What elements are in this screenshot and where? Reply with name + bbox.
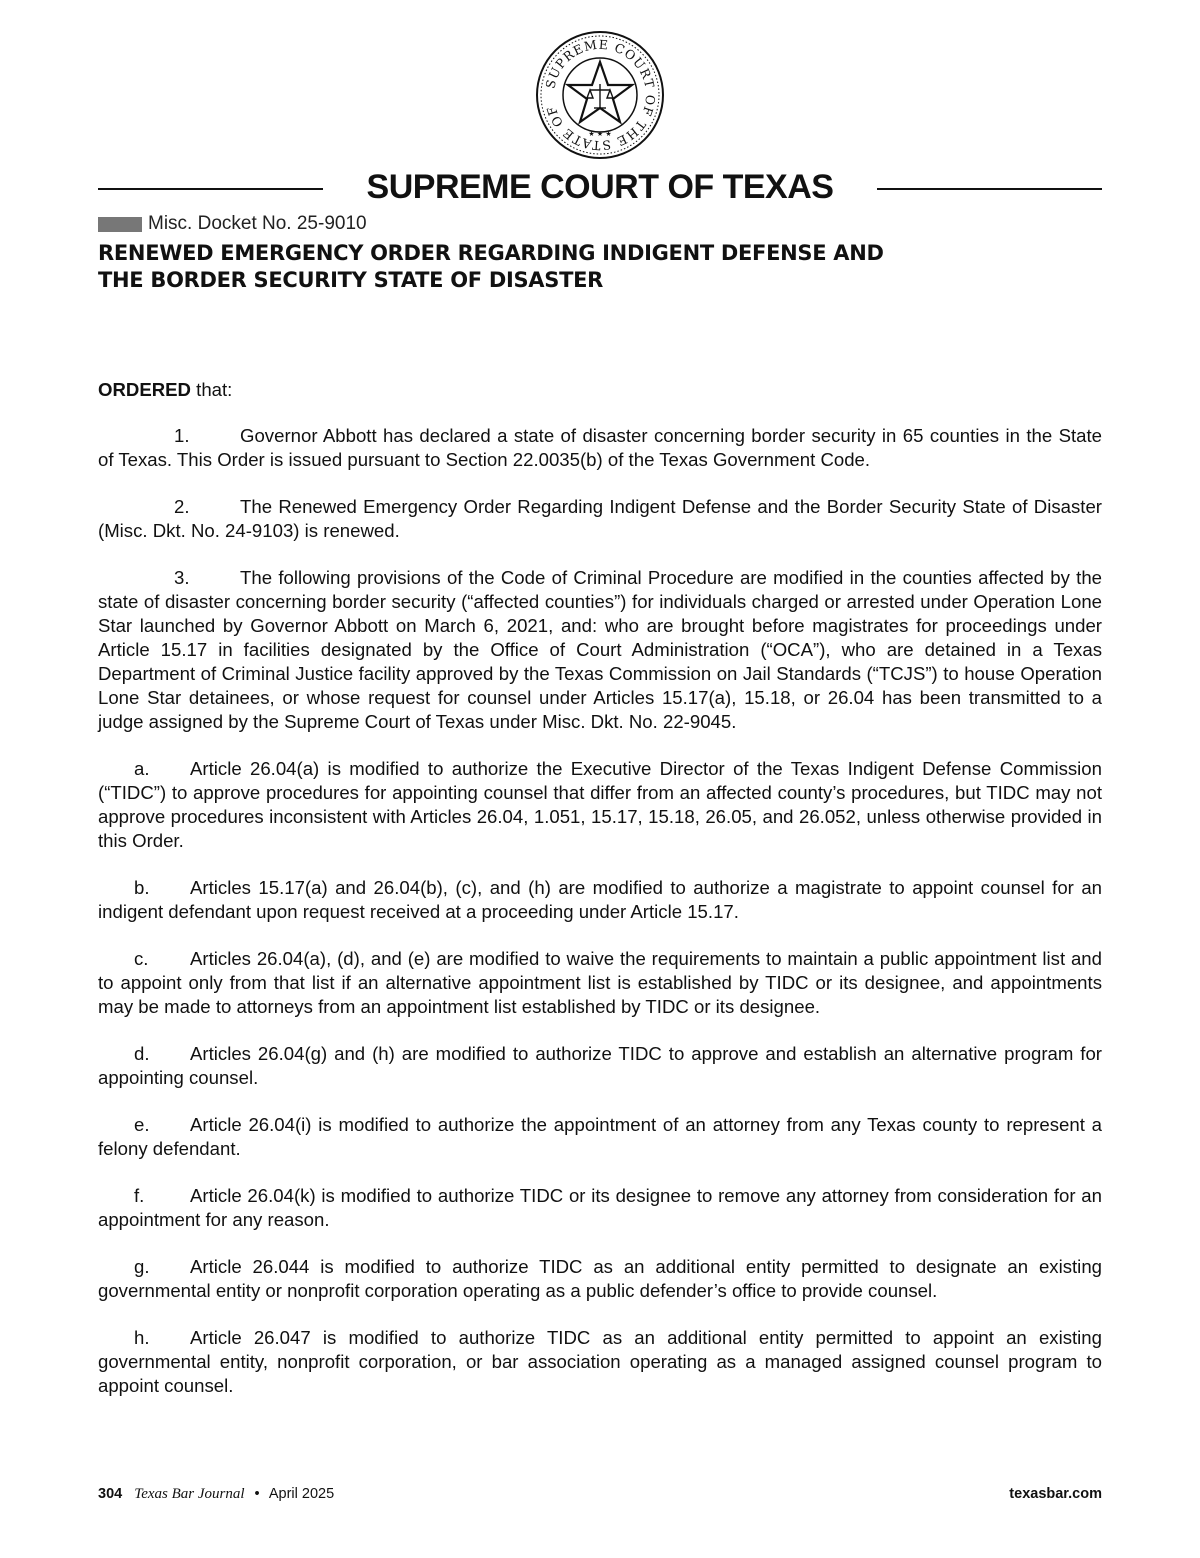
subitem-letter: f. <box>134 1185 145 1206</box>
journal-name: Texas Bar Journal <box>134 1486 245 1502</box>
subitem-d <box>98 1042 1102 1090</box>
subitem-letter: g. <box>134 1256 150 1277</box>
numbered-paragraph-1 <box>98 424 1102 472</box>
docket-line <box>98 213 367 235</box>
paragraph-number: 1. <box>174 425 190 446</box>
footer-left <box>98 1486 334 1503</box>
docket-marker <box>98 217 142 232</box>
ordered-label: ORDERED <box>98 379 191 400</box>
paragraph-text: The Renewed Emergency Order Regarding Indigent Defense and the Border Security State of Disaster (Misc. Dkt. No. 24-9103) is renewed. <box>98 496 1102 541</box>
subitem-e <box>98 1113 1102 1161</box>
numbered-paragraph-2 <box>98 495 1102 543</box>
subitem-letter: b. <box>134 877 150 898</box>
page-number: 304 <box>98 1486 123 1502</box>
order-title-line-1: RENEWED EMERGENCY ORDER REGARDING INDIGENT DEFENSE AND <box>98 241 884 265</box>
masthead <box>98 168 1102 212</box>
subitem-g <box>98 1255 1102 1303</box>
subitem-letter: c. <box>134 948 149 969</box>
subitem-text: Articles 26.04(a), (d), and (e) are modified to waive the requirements to maintain a public appointment list and to appoint only from that list if an alternative appointment list is established by TIDC or its designee, and appointments may be made to attorneys from an appointment list established by TIDC or its designee. <box>98 948 1102 1017</box>
ordered-line <box>98 378 1102 402</box>
subitem-text: Articles 15.17(a) and 26.04(b), (c), and (h) are modified to authorize a magistrate to appoint counsel for an indigent defendant upon request received at a proceeding under Article 15.17. <box>98 877 1102 922</box>
subitem-b <box>98 876 1102 924</box>
issue-date: April 2025 <box>268 1486 335 1502</box>
footer-separator: • <box>254 1486 260 1502</box>
svg-text:SUPREME COURT OF THE STATE OF: SUPREME COURT OF THE STATE OF <box>542 36 659 154</box>
subitem-c <box>98 947 1102 1019</box>
paragraph-number: 2. <box>174 496 190 517</box>
subitem-letter: d. <box>134 1043 150 1064</box>
seal-stars: ★ ★ ★ <box>588 130 612 138</box>
paragraph-number: 3. <box>174 567 190 588</box>
ordered-rest: that: <box>190 379 233 400</box>
subitem-text: Article 26.047 is modified to authorize TIDC as an additional entity permitted to appoint an existing governmental entity, nonprofit corporation, or bar association operating as a managed assigned counsel program to appoint counsel. <box>98 1327 1102 1396</box>
subitem-text: Article 26.04(i) is modified to authorize the appointment of an attorney from any Texas county to represent a felony defendant. <box>98 1114 1102 1159</box>
order-title-line-2: THE BORDER SECURITY STATE OF DISASTER <box>98 268 604 292</box>
order-body <box>98 378 1102 1421</box>
order-title <box>98 240 1102 294</box>
page-footer <box>98 1486 1102 1508</box>
subitem-letter: h. <box>134 1327 150 1348</box>
supreme-court-seal <box>535 30 665 160</box>
masthead-title: SUPREME COURT OF TEXAS <box>366 168 834 206</box>
paragraph-text: Governor Abbott has declared a state of disaster concerning border security in 65 counties in the State of Texas. This Order is issued pursuant to Section 22.0035(b) of the Texas Government Code. <box>98 425 1102 470</box>
subitem-text: Article 26.044 is modified to authorize TIDC as an additional entity permitted to designate an existing governmental entity or nonprofit corporation operating as a public defender’s office to provide counsel. <box>98 1256 1102 1301</box>
subitem-f <box>98 1184 1102 1232</box>
subitem-letter: e. <box>134 1114 150 1135</box>
numbered-paragraph-3 <box>98 566 1102 734</box>
subitem-a <box>98 757 1102 853</box>
website-link[interactable]: texasbar.com <box>1009 1486 1102 1502</box>
subitem-letter: a. <box>134 758 150 779</box>
subitem-text: Article 26.04(k) is modified to authorize TIDC or its designee to remove any attorney from consideration for an appointment for any reason. <box>98 1185 1102 1230</box>
masthead-rule-right <box>877 188 1102 190</box>
docket-number: Misc. Docket No. 25-9010 <box>148 213 367 234</box>
paragraph-text: The following provisions of the Code of Criminal Procedure are modified in the counties affected by the state of disaster concerning border security (“affected counties”) for individuals charged or arrested under Operation Lone Star launched by Governor Abbott on March 6, 2021, and: who are brought before magistrates for proceedings under Article 15.17 in facilities designated by the Office of Court Administration (“OCA”), who are detained in a Texas Department of Criminal Justice facility approved by the Texas Commission on Jail Standards (“TCJS”) to house Operation Lone Star detainees, or whose request for counsel under Articles 15.17(a), 15.18, or 26.04 has been transmitted to a judge assigned by the Supreme Court of Texas under Misc. Dkt. No. 22-9045. <box>98 567 1102 732</box>
subitem-text: Articles 26.04(g) and (h) are modified to authorize TIDC to approve and establish an alternative program for appointing counsel. <box>98 1043 1102 1088</box>
subitem-h <box>98 1326 1102 1398</box>
subitem-text: Article 26.04(a) is modified to authorize the Executive Director of the Texas Indigent Defense Commission (“TIDC”) to approve procedures for appointing counsel that differ from an affected county’s procedures, but TIDC may not approve procedures inconsistent with Articles 26.04, 1.051, 15.17, 15.18, 26.05, and 26.052, unless otherwise provided in this Order. <box>98 758 1102 851</box>
